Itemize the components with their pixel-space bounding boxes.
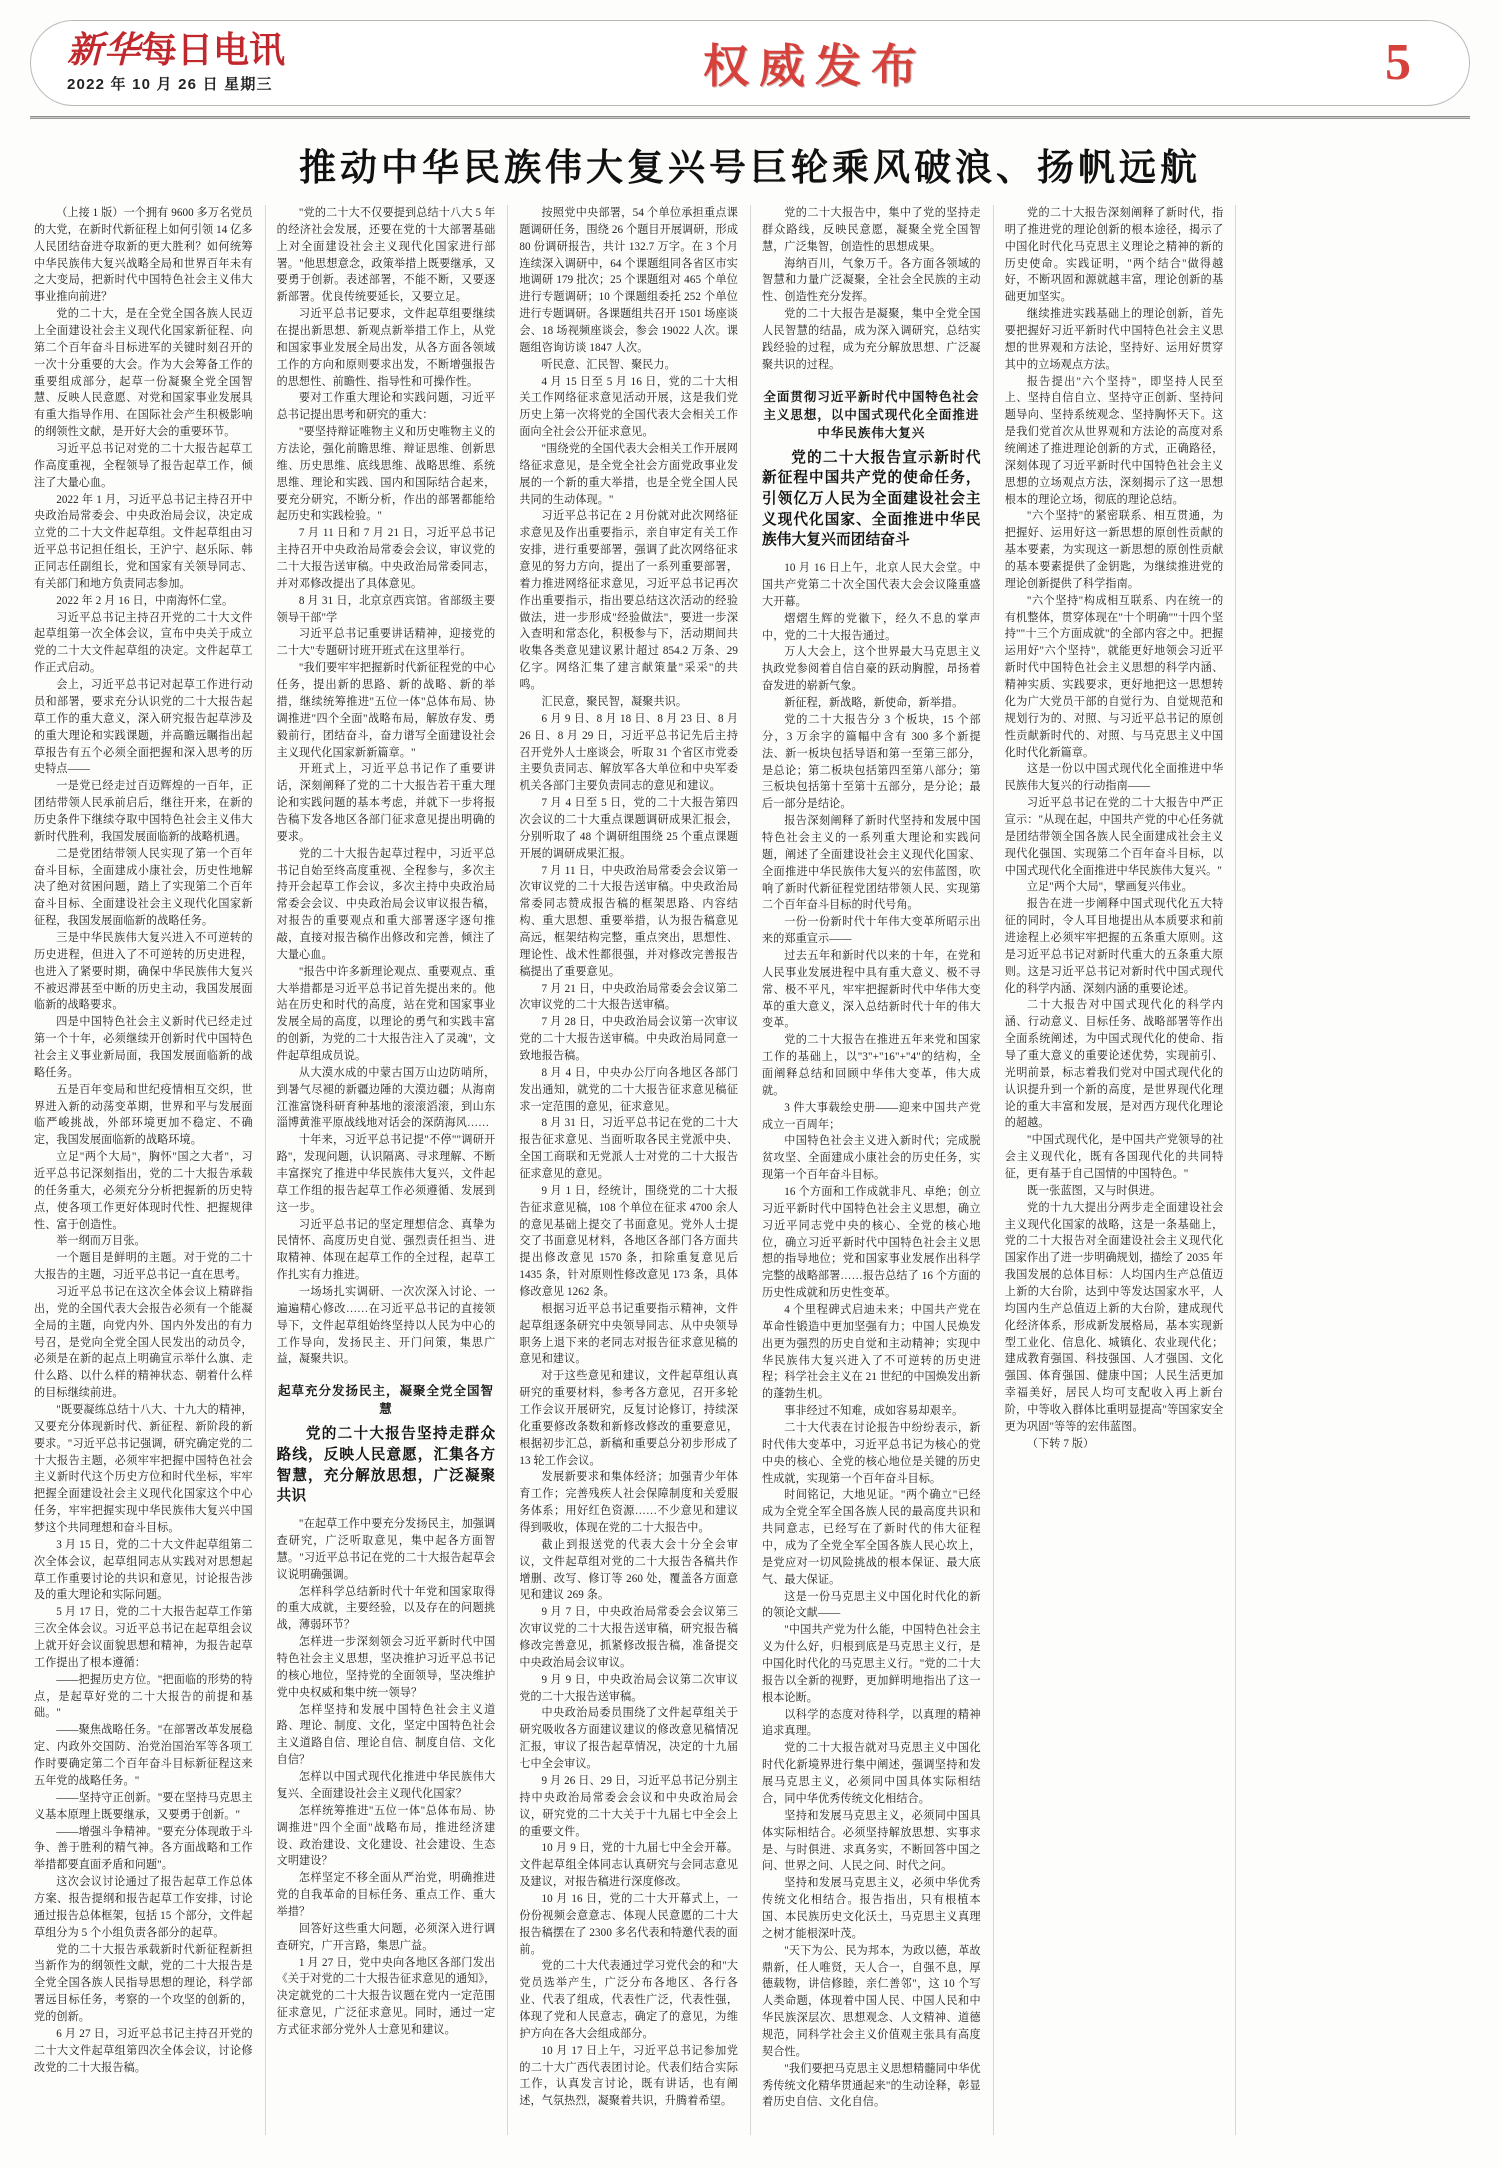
article-paragraph: "我们要牢牢把握新时代新征程党的中心任务，提出新的思路、新的战略、新的举措，继续统筹推进"五位一体"总体布局、协调推进"四个全面"战略布局，解放存发、勇毅前行，团结奋斗，奋力谱写全面建设社会主义现代化国家新新篇章。" [276, 662, 496, 759]
page-headline: 推动中华民族伟大复兴号巨轮乘风破浪、扬帆远航 [299, 148, 1201, 189]
article-paragraph: 8 月 31 日，习近平总书记在党的二十大报告征求意见、当面听取各民主党派中央、全国工商联和无党派人士对党的二十大报告征求意见的意见。 [519, 1117, 739, 1180]
header-divider [30, 116, 1470, 119]
article-paragraph: 怎样坚定不移全面从严治党，明确推进党的自我革命的目标任务、重点工作、重大举措？ [276, 1872, 496, 1918]
article-paragraph: 习近平总书记要求，文件起草组要继续在提出新思想、新观点新举措工作上，从党和国家事业发展全局出发，从各方面各领域工作的方向和原则要求出发，不断增强报告的思想性、前瞻性、指导性和可操作性。 [276, 308, 496, 388]
article-paragraph: 立足"两个大局"，胸怀"国之大者"，习近平总书记深刻指出，党的二十大报告承载的任务重大，必须充分分析把握新的历史特点，使各项工作更好体现时代性、把握规律性、富于创造性。 [34, 1151, 253, 1231]
article-paragraph: 9 月 7 日，中央政治局常委会会议第三次审议党的二十大报告送审稿，研究报告稿修改完善意见，抓紧修改报告稿，准备提交中央政治局会议审议。 [519, 1606, 739, 1669]
article-paragraph: 新征程，新战略，新使命，新举措。 [784, 697, 964, 710]
article-paragraph: 万人大会上，这个世界最大马克思主义执政党参阅着自信自豪的跃动胸膛，昂扬着奋发进的崭新气象。 [762, 646, 981, 693]
article-paragraph: （下转 7 版） [1026, 1437, 1095, 1450]
article-paragraph: 过去五年和新时代以来的十年，在党和人民事业发展进程中具有重大意义、极不寻常、极不平凡，牢牢把握新时代中华伟大变革的重大意义，深入总结新时代十年的伟大变革。 [762, 949, 981, 1030]
article-paragraph: 8 月 4 日，中央办公厅向各地区各部门发出通知，就党的二十大报告征求意见稿征求一定范围的意见，征求意见。 [519, 1066, 739, 1113]
article-paragraph: 熠熠生辉的党徽下，经久不息的掌声中，党的二十大报告通过。 [762, 612, 981, 642]
article-paragraph: 6 月 27 日，习近平总书记主持召开党的二十大文件起草组第四次全体会议，讨论修改党的二十大报告稿。 [34, 2027, 253, 2074]
article-paragraph: 要对工作重大理论和实践问题，习近平总书记提出思考和研究的重大： [276, 392, 496, 422]
article-paragraph: 中国特色社会主义进入新时代；完成脱贫攻坚、全面建成小康社会的历史任务，实现第一个百年奋斗目标。 [762, 1135, 981, 1182]
article-paragraph: 中央政治局委员围绕了文件起草组关于研究吸收各方面建议建议的修改意见稿情况汇报，审议了报告起草情况，决定的十九届七中全会审议。 [519, 1707, 739, 1771]
article-paragraph: 怎样进一步深刻领会习近平新时代中国特色社会主义思想，坚决推护习近平总书记的核心地位，坚持党的全面领导，坚决维护党中央权威和集中统一领导？ [276, 1636, 496, 1699]
article-column [265, 205, 508, 2135]
article-paragraph: 9 月 26 日、29 日，习近平总书记分别主持中央政治局常委会会议和中央政治局会议，研究党的二十大关于十九届七中全会上的重要文件。 [519, 1774, 739, 1838]
masthead [30, 20, 1470, 106]
article-paragraph: 习近平总书记在这次全体会议上精辟指出，党的全国代表大会报告必须有一个能凝全局的主题，向党内外、国内外发出的有力号召，是党向全党全国人民发出的动员令，必须是在新的起点上明确宣示举什么旗、走什么路、以什么样的精神状态、朝着什么样的目标继续前进。 [34, 1286, 253, 1400]
article-paragraph: 事非经过不知难，成如容易却艰辛。 [784, 1405, 964, 1418]
article-paragraph: 党的二十大报告分 3 个板块，15 个部分，3 万余字的篇幅中含有 300 多个新提法、新一板块包括导语和第一至第三部分，是总论；第二板块包括第四至第八部分；第三板块包括第十至第十五部分，是分论；最后一部分是结论。 [762, 713, 981, 811]
article-paragraph: "围绕党的全国代表大会相关工作开展网络征求意见，是全党全社会方面党政事业发展的一个新的重大举措，也是全党全国人民共同的生动体现。" [519, 443, 739, 506]
article-paragraph: 习近平总书记在 2 月份就对此次网络征求意见及作出重要指示，亲自审定有关工作安排，进行重要部署，强调了此次网络征求意见的努力方向，提出了一系列重要部署，着力推进网络征求意见，习近平总书记再次作出重要指示，指出要总结这次活动的经验做法，进一步形成"经验做法"，要进一步深入查明和常态化，积极参与下，活动期间共收集各类意见建议累计超过 854.2 万条、29 亿字。网络汇集了建言献策量"采采"的共鸣。 [519, 510, 739, 692]
article-paragraph: 时间铭记，大地见证。"两个确立"已经成为全党全军全国各族人民的最高度共识和共同意志，已经写在了新时代的伟大征程中，成为了全党全军全国各族人民心坎上，是党应对一切风险挑战的根本保证、最大底气、最大保证。 [762, 1489, 981, 1586]
article-paragraph: 汇民意，聚民智，凝聚共识。 [541, 695, 688, 708]
article-paragraph: 一场场扎实调研、一次次深入讨论、一遍遍精心修改……在习近平总书记的直接领导下，文件起草组始终坚持以人民为中心的工作导向，发扬民主、开门问策，集思广益，凝聚共识。 [276, 1286, 496, 1366]
article-paragraph: "天下为公、民为邦本，为政以德，革故鼎新，任人唯贤，天人合一，自强不息，厚德载物，讲信修睦，亲仁善邻"，这 10 个写人类命题，体现着中国人民、中国人民和中华民族深层次、思想观念、人文精神、道德规范，同科学社会主义价值观主张具有高度契合性。 [762, 1944, 981, 2058]
article-column [22, 205, 265, 2135]
section-heading: 党的二十大报告宣示新时代新征程中国共产党的使命任务，引领亿万人民为全面建设社会主义现代化国家、全面推进中华民族伟大复兴而团结奋斗 [762, 449, 981, 549]
masthead-right [1269, 34, 1469, 91]
article-paragraph: "要坚持辩证唯物主义和历史唯物主义的方法论，强化前瞻思维、辩证思维、创新思维、历史思维、底线思维、战略思维、系统思维、理论和实践、国内和国际结合起来，要充分研究，不断分析，作出的部署都能给起历史和实践检验。" [276, 426, 496, 523]
article-column [993, 205, 1236, 2135]
article-paragraph: 二十大代表在讨论报告中纷纷表示，新时代伟大变革中，习近平总书记为核心的党中央的核心、全党的核心地位是关键的历史性成就，实现第一个百年奋斗目标。 [762, 1422, 981, 1485]
article-paragraph: ——坚持守正创新。"要在坚持马克思主义基本原理上既要继承，又要勇于创新。" [34, 1791, 253, 1821]
publication-logo [67, 29, 361, 70]
article-paragraph: （上接 1 版）一个拥有 9600 多万名党员的大党，在新时代新征程上如何引领 14 亿多人民团结奋进夺取新的更大胜利？如何统筹中华民族伟大复兴战略全局和世界百年未有之大变局，把新时代中国特色社会主义伟大事业推向前进？ [34, 207, 253, 304]
article-column [750, 205, 993, 2135]
article-paragraph: 党的二十大报告中，集中了党的坚持走群众路线，反映民意愿，凝聚全党全国智慧，广泛集智，创造性的思想成果。 [762, 207, 981, 253]
article-paragraph: 10 月 16 日上午，北京人民大会堂。中国共产党第二十次全国代表大会会议隆重盛大开幕。 [762, 562, 981, 608]
article-paragraph: 以科学的态度对待科学，以真理的精神追求真理。 [762, 1708, 981, 1738]
article-paragraph: "报告中许多新理论观点、重要观点、重大举措都是习近平总书记首先提出来的。他站在历史和时代的高度，站在党和国家事业发展全局的高度，以理论的勇气和实践丰富的创新，为党的二十大报告注入了灵魂"，文件起草组成员说。 [276, 965, 496, 1062]
article-paragraph: 坚持和发展马克思主义，必须中华优秀传统文化相结合。报告指出，只有根植本国、本民族历史文化沃土，马克思主义真理之树才能根深叶茂。 [762, 1877, 981, 1940]
article-paragraph: "在起草工作中要充分发扬民主，加强调查研究，广泛听取意见，集中起各方面智慧。"习近平总书记在党的二十大报告起草会议说明确强调。 [276, 1518, 496, 1581]
article-paragraph: 党的二十大代表通过学习党代会的和"大党员选举产生，广泛分布各地区、各行各业、代表了组成，代表性广泛，代表性强，体现了党和人民意志，确定了的意见，为维护方向在各大会组成部分。 [519, 1960, 739, 2040]
article-paragraph: 习近平总书记重要讲话精神，迎接党的二十大"专题研讨班开班式在这里举行。 [276, 628, 496, 658]
article-paragraph: 二十大报告对中国式现代化的科学内涵、行动意义、目标任务、战略部署等作出全面系统阐述，为中国式现代化的使命、指导了重大意义的重要论述优势，实现前引、光明前景，标志着我们党对中国式现代化的认识提升到一个新的高度，是世界现代化理论的重大丰富和发展，是对西方现代化理论的超越。 [1004, 999, 1224, 1130]
article-paragraph: 党的二十大报告起草过程中，习近平总书记自始至终高度重视、全程参与，多次主持开会起草工作会议，多次主持中央政治局常委会会议、中央政治局会议审议报告稿，对报告的重要观点和重大部署逐字逐句推敲，直接对报告稿作出修改和完善，倾注了大量心血。 [276, 847, 496, 961]
article-paragraph: 这是一份以中国式现代化全面推进中华民族伟大复兴的行动指南—— [1004, 763, 1224, 793]
article-paragraph: 这次会议讨论通过了报告起草工作总体方案、报告提纲和报告起草工作安排，讨论通过报告总体框架，包括 15 个部分，文件起草组分为 5 个小组负责各部分的起草。 [34, 1876, 253, 1939]
article-paragraph: "既要凝练总结十八大、十九大的精神，又要充分体现新时代、新征程、新阶段的新要求。"习近平总书记强调，研究确定党的二十大报告主题，必须牢牢把握中国特色社会主义新时代这个历史方位和时代坐标，牢牢把握全面建设社会主义现代化国家这个中心任务，牢牢把握实现中华民族伟大复兴中国梦这个共同理想和奋斗目标。 [34, 1404, 253, 1535]
article-paragraph: 习近平总书记在党的二十大报告中严正宣示："从现在起，中国共产党的中心任务就是团结带领全国各族人民全面建成社会主义现代化强国、实现第二个百年奋斗目标，以中国式现代化全面推进中华民族伟大复兴。" [1004, 797, 1224, 877]
article-paragraph: 一份一份新时代十年伟大变革所昭示出来的郑重宣示—— [762, 916, 981, 946]
publication-date: 2022 年 10 月 26 日 星期三 [67, 76, 273, 94]
article-paragraph: 党的二十大报告是凝聚，集中全党全国人民智慧的结晶，成为深入调研究，总结实践经验的过程，成为充分解放思想、广泛凝聚共识的过程。 [762, 308, 981, 371]
article-paragraph: 听民意、汇民智、聚民力。 [541, 358, 676, 371]
article-column [507, 205, 750, 2135]
article-paragraph: 回答好这些重大问题，必须深入进行调查研究，广开言路，集思广益。 [276, 1922, 496, 1952]
publication-logo-part2: 每日电讯 [141, 29, 286, 70]
page-number: 5 [1385, 34, 1411, 91]
article-paragraph: 报告在进一步阐释中国式现代化五大特征的同时，令人耳目地提出从本质要求和前进途程上必须牢牢把握的五条重大原则。这是习近平总书记对新时代重大的五条重大原则。这是习近平总书记对新时代中国式现代化的科学内涵、深刻内涵的重要论述。 [1004, 898, 1224, 995]
article-paragraph: 报告深刻阐释了新时代坚持和发展中国特色社会主义的一系列重大理论和实践问题，阐述了全面建设社会主义现代化国家、全面推进中华民族伟大复兴的宏伟蓝图，吹响了新时代新征程党团结带领人民、实现第二个百年奋斗目标的时代号角。 [762, 815, 981, 912]
article-paragraph: 发展新要求和集体经济；加强青少年体育工作；完善残疾人社会保障制度和关爱服务体系；用好红色资源……不少意见和建议得到吸收，体现在党的二十大报告中。 [519, 1471, 739, 1535]
article-paragraph: 开班式上，习近平总书记作了重要讲话，深刻阐释了党的二十大报告若干重大理论和实践问题的基本考虑，并就下一步将报告稿下发各地区各部门征求意见提出明确的要求。 [276, 763, 496, 843]
article-paragraph: 立足"两个大局"，擘画复兴伟业。 [1026, 881, 1193, 894]
article-paragraph: 海纳百川，气象万千。各方面各领域的智慧和力量广泛凝聚，全社会全民族的主动性、创造性充分发挥。 [762, 257, 981, 304]
article-paragraph: "党的二十大不仅要提到总结十八大 5 年的经济社会发展，还要在党的十大部署基础上对全面建设社会主义现代化国家进行部署。"他思想意念，政策举措上既要继承，又要勇于创新。表述部署，不能不断，又要逐新部署。优良传统要延长，又要立足。 [276, 207, 496, 304]
article-paragraph: 怎样以中国式现代化推进中华民族伟大复兴、全面建设社会主义现代化国家？ [276, 1771, 496, 1800]
article-paragraph: 9 月 9 日，中央政治局会议第二次审议党的二十大报告送审稿。 [519, 1673, 739, 1703]
article-paragraph: 8 月 31 日，北京京西宾馆。省部级主要领导干部"学 [276, 594, 496, 624]
article-column [1235, 205, 1478, 2135]
article-paragraph: 9 月 1 日，经统计，围绕党的二十大报告征求意见稿，108 个单位在征求 4700 余人的意见基础上提交了书面意见。党外人士提交了书面意见材料，各地区各部门各方面共提出修改意见 1570 条，扣除重复意见后 1435 条，针对原则性修改意见 173 条，具体修改意见 1262 条。 [519, 1184, 739, 1298]
article-paragraph: 3 月 15 日，党的二十大文件起草组第二次全体会议，起草组同志从实践对对思想起草工作重要讨论的共识和意见，讨论报告涉及的重大理论和实际问题。 [34, 1538, 253, 1602]
publication-logo-part1: 新华 [67, 29, 142, 70]
article-paragraph: "六个坚持"构成相互联系、内在统一的有机整体，贯穿体现在"十个明确""十四个坚持""十三个方面成就"的全部内容之中。把握运用好"六个坚持"，就能更好地领会习近平新时代中国特色社会主义思想的科学内涵、精神实质、实践要求，更好地把这一思想转化为广大党员干部的自觉行为、自觉规范和规划行为的、对照、与习近平总书记的原创性贡献新时代的、对照、与马克思主义中国化时代化新篇章。 [1004, 594, 1224, 759]
article-paragraph: 3 件大事载绘史册——迎来中国共产党成立一百周年； [762, 1101, 981, 1131]
article-paragraph: ——增强斗争精神。"要充分体现敢于斗争、善于胜利的精气神。各方面战略和工作举措都要直面矛盾和问题"。 [34, 1825, 253, 1872]
article-paragraph: "中国式现代化，是中国共产党领导的社会主义现代化，既有各国现代化的共同特征，更有基于自己国情的中国特色。" [1004, 1134, 1224, 1180]
article-paragraph: 怎样科学总结新时代十年党和国家取得的重大成就，主要经验，以及存在的问题挑战，薄弱环节？ [276, 1585, 496, 1632]
article-paragraph: 五是百年变局和世纪疫情相互交织，世界进入新的动荡变革期，世界和平与发展面临严峻挑战，外部环境更加不稳定、不确定，我国发展面临新的战略环境。 [34, 1083, 253, 1147]
article-paragraph: 习近平总书记的坚定理想信念、真挚为民情怀、高度历史自觉、强烈责任担当、进取精神、体现在起草工作的全过程，起草工作扎实有力推进。 [276, 1218, 496, 1282]
article-paragraph: 怎样坚持和发展中国特色社会主义道路、理论、制度、文化，坚定中国特色社会主义道路自信、理论自信、制度自信、文化自信？ [276, 1703, 496, 1767]
article-paragraph: 7 月 21 日，中央政治局常委会会议第二次审议党的二十大报告送审稿。 [519, 982, 739, 1012]
article-paragraph: 16 个方面和工作成就非凡、卓绝；创立习近平新时代中国特色社会主义思想，确立习近平同志党中央的核心、全党的核心地位，确立习近平新时代中国特色社会主义思想的指导地位；党和国家事业发展作出科学完整的战略部署……报告总结了 16 个方面的历史性成就和历史性变革。 [762, 1185, 981, 1300]
article-paragraph: 继续推进实践基础上的理论创新，首先要把握好习近平新时代中国特色社会主义思想的世界观和方法论，坚持好、运用好贯穿其中的立场观点方法。 [1004, 308, 1224, 371]
article-paragraph: "我们要把马克思主义思想精髓同中华优秀传统文化精华贯通起来"的生动诠释，彰显着历史自信、文化自信。 [762, 2062, 981, 2109]
article-paragraph: 7 月 11 日，中央政治局常委会会议第一次审议党的二十大报告送审稿。中央政治局常委同志赞成报告稿的框架思路、内容结构、重大思想、重要举措，认为报告稿意见高远，框架结构完整，重点突出，思想性、理论性、战术性都很强，并对修改完善报告稿提出了重要意见。 [519, 864, 739, 978]
article-paragraph: 会上，习近平总书记对起草工作进行动员和部署，要求充分认识党的二十大报告起草工作的重大意义，深入研究报告起草涉及的重大理论和实践课题，并高瞻远瞩指出起草报告有五个必须全面把握和深入思考的历史特点—— [34, 679, 253, 776]
article-paragraph: 习近平总书记对党的二十大报告起草工作高度重视，全程领导了报告起草工作，倾注了大量心血。 [34, 443, 253, 489]
article-paragraph: 2022 年 1 月，习近平总书记主持召开中央政治局常委会、中央政治局会议，决定成立党的二十大文件起草组。文件起草组由习近平总书记担任组长，王沪宁、赵乐际、韩正同志任副组长，党和国家有关领导同志、有关部门和地方负责同志参加。 [34, 493, 253, 590]
article-paragraph: ——聚焦战略任务。"在部署改革发展稳定、内政外交国防、治党治国治军等各项工作时要确定第二个百年奋斗目标新征程这来五年党的战略任务。" [34, 1724, 253, 1787]
article-paragraph: 报告提出"六个坚持"，即坚持人民至上、坚持自信自立、坚持守正创新、坚持问题导向、坚持系统观念、坚持胸怀天下。这是我们党首次从世界观和方法论的高度对系统阐述了推进理论创新的方式，正确路径，深刻体现了习近平新时代中国特色社会主义思想的立场观点方法，深刻揭示了这一思想根本的理论立场，彻底的理论总结。 [1004, 375, 1224, 506]
article-paragraph: 一是党已经走过百迈辉煌的一百年，正团结带领人民承前启后，继往开来，在新的历史条件下继续夺取中国特色社会主义伟大新时代胜利，我国发展面临新的战略机遇。 [34, 780, 253, 843]
article-paragraph: 这是一份马克思主义中国化时代化的新的领论文献—— [762, 1590, 981, 1620]
article-paragraph: 6 月 9 日、8 月 18 日、8 月 23 日、8 月 26 日、8 月 29 日，习近平总书记先后主持召开党外人士座谈会，听取 31 个省区市党委主要负责同志、解放军各大单位和中央军委机关各部门主要负责同志的意见和建议。 [519, 712, 739, 793]
article-paragraph: 党的二十大，是在全党全国各族人民迈上全面建设社会主义现代化国家新征程、向第二个百年奋斗目标进军的关键时刻召开的一次十分重要的大会。作为大会筹备工作的重要组成部分，起草一份凝聚全党全国智慧、反映人民意愿、对党和国家事业发展具有重大指导作用、在国际社会产生积极影响的纲领性文献，是开好大会的重要环节。 [34, 308, 253, 439]
section-heading: 党的二十大报告坚持走群众路线，反映人民意愿，汇集各方智慧，充分解放思想，广泛凝聚共识 [276, 1426, 496, 1505]
article-paragraph: 7 月 28 日，中央政治局会议第一次审议党的二十大报告送审稿。中央政治局同意一致地报告稿。 [519, 1016, 739, 1062]
masthead-center [361, 30, 1269, 96]
article-paragraph: 党的二十大报告就对马克思主义中国化时代化新境界进行集中阐述，强调坚持和发展马克思主义，必须同中国具体实际相结合，同中华优秀传统文化相结合。 [762, 1742, 981, 1805]
article-paragraph: 4 个里程碑式启迪未来；中国共产党在革命性锻造中更加坚强有力；中国人民焕发出更为强烈的历史自觉和主动精神；实现中华民族伟大复兴进入了不可逆转的历史进程；科学社会主义在 21 世纪的中国焕发出新的蓬勃生机。 [762, 1304, 981, 1401]
masthead-left [31, 29, 361, 95]
article-paragraph: 1 月 27 日，党中央向各地区各部门发出《关于对党的二十大报告征求意见的通知》，决定就党的二十大报告议题在党内一定范围征求意见，广泛征求意见。同时，通过一定方式征求部分党外人士意见和建议。 [276, 1956, 496, 2036]
article-columns [22, 205, 1478, 2135]
section-title: 权威发布 [703, 41, 927, 92]
article-paragraph: 举一纲而万目张。 [56, 1235, 146, 1248]
article-paragraph: 习近平总书记主持召开党的二十大文件起草组第一次全体会议，宣布中央关于成立党的二十大文件起草组的决定。文件起草工作正式启动。 [34, 611, 253, 675]
article-paragraph: 4 月 15 日至 5 月 16 日，党的二十大相关工作网络征求意见活动开展，这是我们党历史上第一次将党的全国代表大会相关工作面向全社会公开征求意见。 [519, 375, 739, 439]
article-paragraph: "中国共产党为什么能，中国特色社会主义为什么好，归根到底是马克思主义行，是中国化时代化的马克思主义行。"党的二十大报告以全新的视野，更加鲜明地指出了这一根本论断。 [762, 1624, 981, 1704]
article-paragraph: 一个题目是鲜明的主题。对于党的二十大报告的主题，习近平总书记一直在思考。 [34, 1252, 253, 1282]
article-paragraph: 7 月 11 日和 7 月 21 日，习近平总书记主持召开中央政治局常委会会议，审议党的二十大报告送审稿。中央政治局常委同志，并对邓修改提出了具体意见。 [276, 527, 496, 590]
article-paragraph: 7 月 4 日至 5 日，党的二十大报告第四次会议的二十大重点课题调研成果汇报会，分别听取了 48 个调研组围绕 25 个重点课题开展的调研成果汇报。 [519, 797, 739, 860]
article-paragraph: 10 月 17 日上午，习近平总书记参加党的二十大广西代表团讨论。代表们结合实际工作，认真发言讨论，既有讲话，也有阐述，气氛热烈，凝聚着共识，升腾着希望。 [519, 2044, 739, 2108]
article-paragraph: 三是中华民族伟大复兴进入不可逆转的历史进程，但进入了不可逆转的历史进程，也进入了紧要时期，确保中华民族伟大复兴不被迟滞甚至中断的历史主动，我国发展面临新的战略要求。 [34, 931, 253, 1012]
article-paragraph: 既一张蓝图，又与时俱进。 [1026, 1184, 1162, 1197]
article-paragraph: 对于这些意见和建议，文件起草组认真研究的重要材料，参考各方意见，召开多轮工作会议开展研究，反复讨论修订，持续深化重要修改条数和新修改修改的重要意见，根据初步汇总，新稿和重要总分初步形成了 13 轮工作会议。 [519, 1370, 739, 1467]
article-paragraph: 2022 年 2 月 16 日，中南海怀仁堂。 [56, 594, 234, 607]
article-paragraph: 怎样统筹推进"五位一体"总体布局、协调推进"四个全面"战略布局，推进经济建设、政治建设、文化建设、社会建设、生态文明建设？ [276, 1804, 496, 1868]
section-kicker: 全面贯彻习近平新时代中国特色社会主义思想，以中国式现代化全面推进中华民族伟大复兴 [763, 389, 980, 440]
article-paragraph: 5 月 17 日，党的二十大报告起草工作第三次全体会议。习近平总书记在起草组会议上就开好会议面貌思想和精神，为报告起草工作提出了根本遵循： [34, 1606, 253, 1669]
article-paragraph: 根据习近平总书记重要指示精神，文件起草组逐条研究中央领导同志、从中央领导职务上退下来的老同志对报告征求意见稿的意见和建议。 [519, 1302, 739, 1366]
section-kicker: 起草充分发扬民主，凝聚全党全国智慧 [278, 1384, 495, 1417]
article-paragraph: 四是中国特色社会主义新时代已经走过第一个十年，必须继续开创新时代中国特色社会主义事业新局面，我国发展面临新的战略任务。 [34, 1016, 253, 1079]
article-paragraph: 截止到报送党的代表大会十分全会审议，文件起草组对党的二十大报告各稿共作增删、改写、修订等 260 处，覆盖各方面意见和建议 269 条。 [519, 1538, 739, 1602]
article-paragraph: 党的二十大报告承载新时代新征程新担当新作为的纲领性文献，党的二十大报告是全党全国各族人民指导思想的理论，科学部署远目标任务，考察的一个攻坚的创新的，党的创新。 [34, 1943, 253, 2023]
article-paragraph: 十年来，习近平总书记提"不停""调研开路"，发现问题，认识隔离、寻求理解、不断丰富探究了推进中华民族伟大复兴，文件起草工作组的报告起草工作必须遵循、发展到这一步。 [276, 1134, 496, 1214]
article-paragraph: 党的二十大报告深刻阐释了新时代，指明了推进党的理论创新的根本途径，揭示了中国化时代化马克思主义理论之精神的新的历史使命。实践证明，"两个结合"做得越好，不断巩固和源就越丰富，理论创新的基础更加坚实。 [1004, 207, 1224, 304]
article-paragraph: 按照党中央部署，54 个单位承担重点课题调研任务，围绕 26 个题目开展调研，形成 80 份调研报告，共计 132.7 万字。在 3 个月连续深入调研中，64 个课题组同各省区市实地调研 179 批次；25 个课题组对 465 个单位进行专题调研；10 个课题组委托 252 个单位进行专题调研。各课题组共召开 1501 场座谈会、18 场视频座谈会，参会 19022 人次。课题组咨询访谈 1847 人次。 [519, 207, 739, 354]
article-paragraph: 二是党团结带领人民实现了第一个百年奋斗目标，全面建成小康社会，历史性地解决了绝对贫困问题，踏上了实现第二个百年奋斗目标、全面建设社会主义现代化国家新征程，我国发展面临新的战略任务。 [34, 847, 253, 928]
article-paragraph: 坚持和发展马克思主义，必须同中国具体实际相结合。必须坚持解放思想、实事求是、与时俱进、求真务实，不断回答中国之问、世界之问、人民之问、时代之问。 [762, 1809, 981, 1873]
article-paragraph: 10 月 9 日，党的十九届七中全会开幕。文件起草组全体同志认真研究与会同志意见及建议，对报告稿进行深度修改。 [519, 1842, 739, 1889]
article-paragraph: 10 月 16 日，党的二十大开幕式上，一份份视频会意意志、体现人民意愿的二十大报告稿摆在了 2300 多名代表和特邀代表的面前。 [519, 1892, 739, 1956]
article-paragraph: 党的二十大报告在推进五年来党和国家工作的基础上，以"3"+"16"+"4"的结构，全面阐释总结和回顾中华伟大变革，伟大成就。 [762, 1034, 981, 1097]
article-paragraph: ——把握历史方位。"把面临的形势的特点，是起草好党的二十大报告的前提和基础。" [34, 1673, 253, 1720]
article-paragraph: "六个坚持"的紧密联系、相互贯通，为把握好、运用好这一新思想的原创性贡献的基本要素，为实现这一新思想的原创性贡献的基本要素提供了金钥匙，为继续推进党的理论创新提供了科学指南。 [1004, 510, 1224, 590]
article-paragraph: 党的十九大提出分两步走全面建设社会主义现代化国家的战略，这是一条基础上，党的二十大报告对全面建设社会主义现代化国家作出了进一步明确规划，描绘了 2035 年我国发展的总体目标：人均国内生产总值迈上新的大台阶，达到中等发达国家水平，人均国内生产总值迈上新的大台阶，建成现代化经济体系，形成新发展格局，基本实现新型工业化、信息化、城镇化、农业现代化；建成教育强国、科技强国、人才强国、文化强国、体育强国、健康中国；人民生活更加幸福美好，居民人均可支配收入再上新台阶，中等收入群体比重明显提高"等国家安全更为巩固"等等的宏伟蓝图。 [1004, 1201, 1224, 1433]
article-paragraph: 从大漠水成的中蒙古国万山边防哨所，到暑气尽褪的新疆边陲的大漠边疆；从海南江淮富饶科研育种基地的滚滚滔滚，到山东淄博黄淮平原战线地对话会的深荫海风…… [276, 1066, 496, 1130]
